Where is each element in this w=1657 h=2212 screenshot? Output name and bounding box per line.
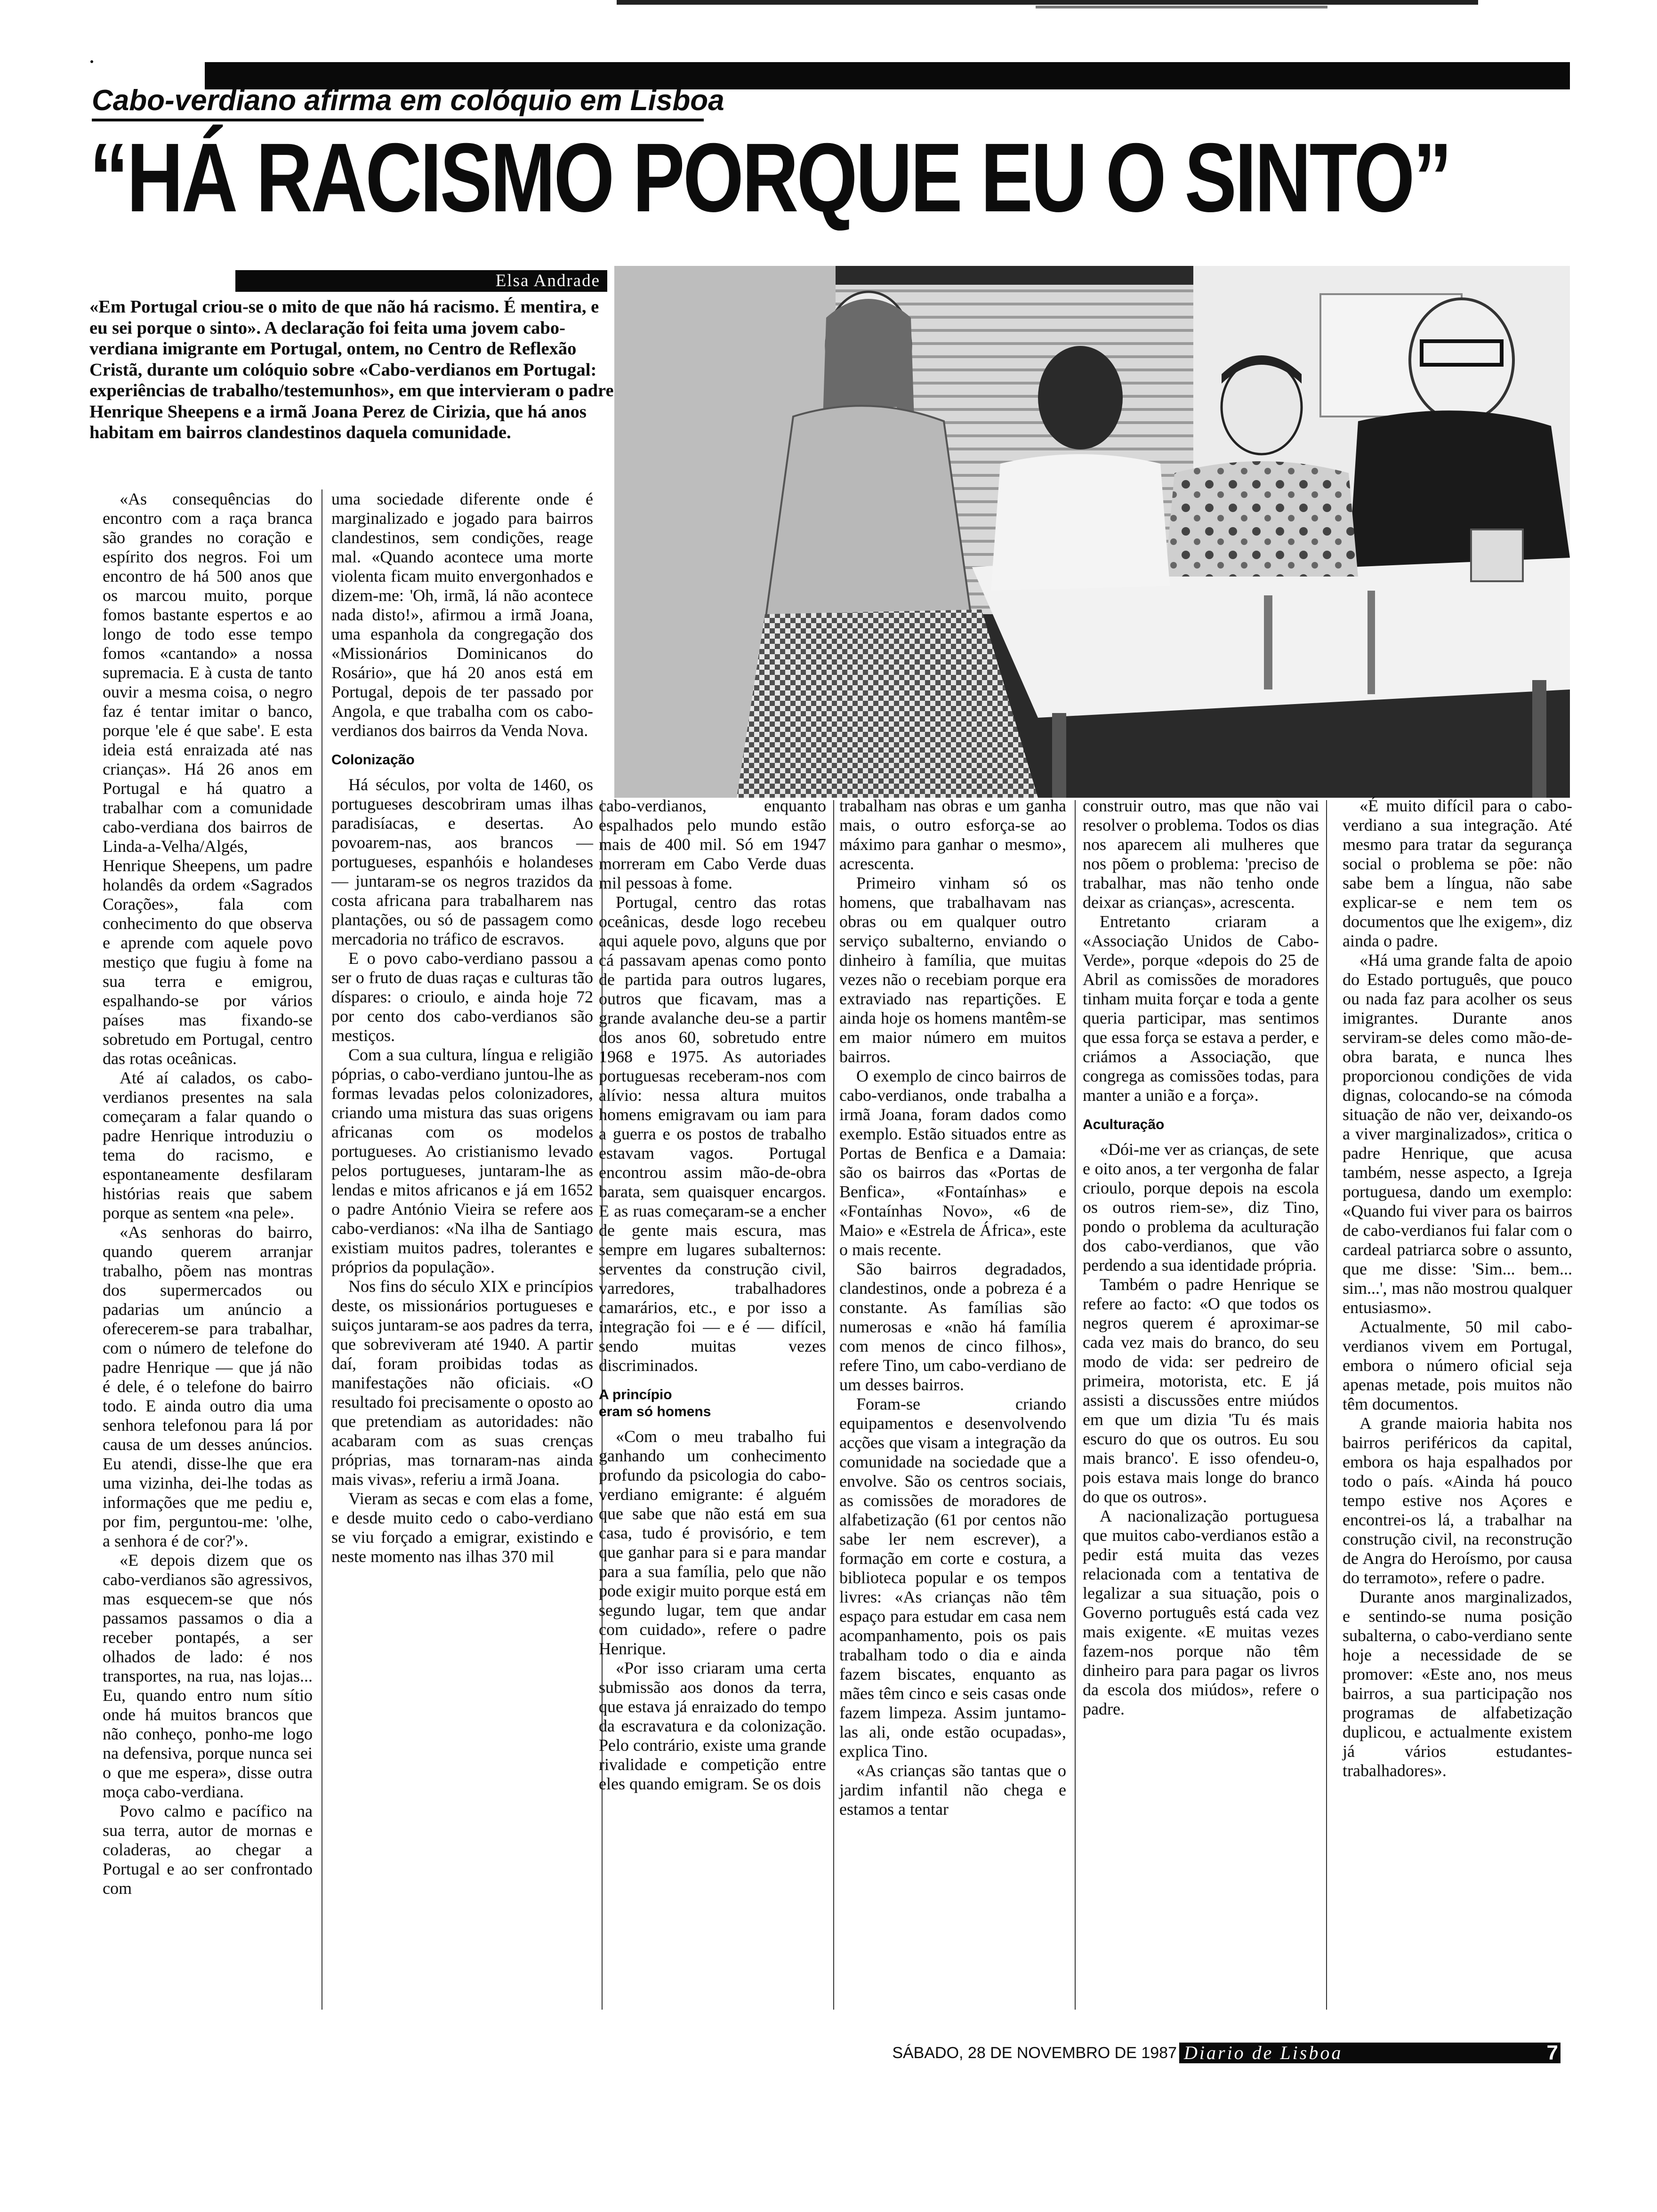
article-column-3 xyxy=(599,796,826,1794)
article-paragraph: A grande maioria habita nos bairros periféricos da capital, embora os haja espalhados por todo o país. «Ainda há pouco tempo estive nos Açores e encontrei-os lá, a trabalhar na construção civil, na reconstrução de Angra do Heroísmo, por causa do terramoto», refere o padre. xyxy=(1343,1414,1572,1587)
article-column-6 xyxy=(1343,796,1572,1780)
article-paragraph: «As crianças são tantas que o jardim infantil não chega e estamos a tentar xyxy=(839,1761,1066,1819)
article-paragraph: trabalham nas obras e um ganha mais, o outro esforça-se ao máximo para ganhar o mesmo», acrescenta. xyxy=(839,796,1066,873)
column-divider-3 xyxy=(833,800,834,2010)
kicker-underline xyxy=(92,119,704,121)
article-paragraph: O exemplo de cinco bairros de cabo-verdianos, onde trabalha a irmã Joana, foram dados como exemplo. Estão situados entre as Portas de Benfica e a Damaia: são os bairros das «Portas de Benfica», «Fontaínhas» e «Fontaínhas Novo», «6 de Maio» e «Estrela de África», este o mais recente. xyxy=(839,1066,1066,1259)
article-column-1 xyxy=(103,489,313,1898)
column-2-body xyxy=(331,489,593,1566)
headline: “HÁ RACISMO PORQUE EU O SINTO” xyxy=(89,123,1450,232)
article-paragraph: «Há uma grande falta de apoio do Estado português, que pouco ou nada faz para acolher os seus imigrantes. Durante anos serviram-se deles como mão-de-obra barata, e nunca lhes proporcionou condições de vida dignas, colocando-se na cómoda situação de não ver, deixando-os a viver marginalizados», critica o padre Henrique, que acusa também, nesse aspecto, a Igreja portuguesa, dando um exemplo: «Quando fui viver para os bairros de cabo-verdianos fui falar com o cardeal patriarca sobre o assunto, que me disse: 'Sim... bem... sim...', mas não mostrou qualquer entusiasmo». xyxy=(1343,951,1572,1317)
footer-date: SÁBADO, 28 DE NOVEMBRO DE 1987 xyxy=(892,2044,1177,2062)
corner-mark xyxy=(90,60,93,63)
page-number: 7 xyxy=(1546,2041,1558,2064)
column-divider-5 xyxy=(1326,800,1327,2010)
section-subheading: A princípio eram só homens xyxy=(599,1387,711,1419)
article-paragraph: E o povo cabo-verdiano passou a ser o fruto de duas raças e culturas tão díspares: o crioulo, e ainda hoje 72 por cento dos cabo-verdianos são mestiços. xyxy=(331,949,593,1045)
article-paragraph: «Dói-me ver as crianças, de sete e oito anos, a ter vergonha de falar crioulo, porque depois na escola os outros riem-se», diz Tino, pondo o problema da aculturação dos cabo-verdianos, que vão perdendo a sua identidade própria. xyxy=(1083,1140,1319,1274)
top-scan-line xyxy=(617,0,1478,5)
article-paragraph: Também o padre Henrique se refere ao facto: «O que todos os negros querem é aproximar-se cada vez mais do branco, do seu modo de vida: ser pedreiro de primeira, motorista, etc. E já assisti a discussões entre miúdos em que um dizia 'Tu és mais escuro do que os outros. Eu sou mais branco'. E isso ofendeu-o, pois estava mais longe do branco do que os outros». xyxy=(1083,1275,1319,1506)
article-paragraph: uma sociedade diferente onde é marginalizado e jogado para bairros clandestinos, sem condições, reage mal. «Quando acontece uma morte violenta ficam muito envergonhados e dizem-me: 'Oh, irmã, lá não acontece nada disto!», afirmou a irmã Joana, uma espanhola da congregação dos «Missionários Dominicanos do Rosário», que há 20 anos está em Portugal, depois de ter passado por Angola, e que trabalha com os cabo-verdianos dos bairros da Venda Nova. xyxy=(331,489,593,740)
article-paragraph: Actualmente, 50 mil cabo-verdianos vivem em Portugal, embora o número oficial seja apenas metade, pois muitos não têm documentos. xyxy=(1343,1317,1572,1413)
article-paragraph: «As consequências do encontro com a raça branca são grandes no coração e espírito dos negros. Foi um encontro de há 500 anos que os marcou muito, porque fomos bastante espertos e ao longo de todo esse tempo fomos «cantando» a nossa supremacia. E à custa de tanto ouvir a mesma coisa, o negro faz é tentar imitar o banco, porque 'ele é que sabe'. E esta ideia está enraizada até nas crianças». Há 26 anos em Portugal e há quatro a trabalhar com a comunidade cabo-verdiana dos bairros de Linda-a-Velha/Algés, Henrique Sheepens, um padre holandês da ordem «Sagrados Corações», fala com conhecimento do que observa e aprende com aquele povo mestiço que fugiu à fome na sua terra e emigrou, espalhando-se por vários países mas fixando-se sobretudo em Portugal, centro das rotas oceânicas. xyxy=(103,489,313,1068)
article-paragraph: «E depois dizem que os cabo-verdianos são agressivos, mas esquecem-se que nós passamos passamos o dia a receber pontapés, a ser olhados de lado: é nos transportes, na rua, nas lojas... Eu, quando entro num sítio onde há muitos brancos que não conheço, ponho-me logo na defensiva, porque nunca sei o que me espera», disse outra moça cabo-verdiana. xyxy=(103,1551,313,1801)
article-column-4 xyxy=(839,796,1066,1819)
article-column-5 xyxy=(1083,796,1319,1719)
column-1-body xyxy=(103,489,313,1898)
article-paragraph: «Com o meu trabalho fui ganhando um conhecimento profundo da psicologia do cabo-verdiano emigrante: é alguém que sabe que não está em sua casa, tudo é provisório, e tem que ganhar para si e para mandar para a sua família, pelo que não pode exigir muito porque está em segundo lugar, tem que andar com cuidado», refere o padre Henrique. xyxy=(599,1427,826,1658)
kicker: Cabo-verdiano afirma em colóquio em Lisboa xyxy=(92,84,724,117)
article-paragraph: São bairros degradados, clandestinos, onde a pobreza é a constante. As famílias são numerosas e «não há família com menos de cinco filhos», refere Tino, um cabo-verdiano de um desses bairros. xyxy=(839,1259,1066,1394)
article-paragraph: Até aí calados, os cabo-verdianos presentes na sala começaram a falar quando o padre Henrique introduziu o tema do racismo, e espontaneamente desfilaram histórias reais que sabem porque as sentem «na pele». xyxy=(103,1068,313,1222)
column-6-body xyxy=(1343,796,1572,1780)
article-paragraph: «As senhoras do bairro, quando querem arranjar trabalho, põem nas montras dos supermercados ou padarias um anúncio a oferecerem-se para trabalhar, com o número de telefone do padre Henrique — que já não é dele, é o telefone do bairro todo. E ainda outro dia uma senhora telefonou para lá por causa de um desses anúncios. Eu atendi, disse-lhe que era uma vizinha, dei-lhe todas as informações que me pediu e, por fim, perguntou-me: 'olhe, a senhora é de cor?'». xyxy=(103,1223,313,1550)
article-paragraph: Povo calmo e pacífico na sua terra, autor de mornas e coladeras, ao chegar a Portugal e ao ser confrontado com xyxy=(103,1802,313,1898)
article-paragraph: Nos fins do século XIX e princípios deste, os missionários portugueses e suiços juntaram-se aos padres da terra, que sobreviveram até 1940. A partir daí, foram proibidas todas as manifestações não oficiais. «O resultado foi precisamente o oposto ao que pretendiam as autoridades: não acabaram com as suas crenças próprias, mas tornaram-nas ainda mais vivas», referiu a irmã Joana. xyxy=(331,1277,593,1489)
article-paragraph: Com a sua cultura, língua e religião póprias, o cabo-verdiano juntou-lhe as formas levadas pelos colonizadores, criando uma mistura das suas origens africanas com os modelos portugueses. Ao cristianismo levado pelos portugueses, juntaram-lhe as lendas e mitos africanos e já em 1652 o padre António Vieira se refere aos cabo-verdianos: «Na ilha de Santiago existiam muitos padres, tolerantes e próprios da população». xyxy=(331,1045,593,1276)
article-paragraph: construir outro, mas que não vai resolver o problema. Todos os dias nos aparecem ali mulheres que nos põem o problema: 'preciso de trabalhar, mas não tenho onde deixar as crianças», acrescenta. xyxy=(1083,796,1319,912)
column-3-body xyxy=(599,796,826,1794)
article-paragraph: «É muito difícil para o cabo-verdiano a sua integração. Até mesmo para tratar da segurança social o problema se põe: não sabe bem a língua, não sabe explicar-se e nem tem os documentos que lhe exigem», diz ainda o padre. xyxy=(1343,796,1572,950)
article-paragraph: A nacionalização portuguesa que muitos cabo-verdianos estão a pedir está muita das vezes relacionada com a tentativa de legalizar a sua situação, pois o Governo português está cada vez mais exigente. «E muitas vezes fazem-nos porque não têm dinheiro para para pagar os livros da escola dos miúdos», refere o padre. xyxy=(1083,1507,1319,1718)
section-subheading: Aculturação xyxy=(1083,1117,1165,1132)
article-paragraph: Durante anos marginalizados, e sentindo-se numa posição subalterna, o cabo-verdiano sente hoje a necessidade de se promover: «Este ano, nos meus bairros, a sua participação nos programas de alfabetização duplicou, e actualmente existem já vários estudantes-trabalhadores». xyxy=(1343,1587,1572,1780)
article-paragraph: cabo-verdianos, enquanto espalhados pelo mundo estão mais de 400 mil. Só em 1947 morreram em Cabo Verde duas mil pessoas à fome. xyxy=(599,796,826,892)
newspaper-logo: Diario de Lisboa xyxy=(1184,2042,1343,2063)
top-scan-line-secondary xyxy=(1036,6,1327,8)
lead-paragraph: «Em Portugal criou-se o mito de que não há racismo. É mentira, e eu sei porque o sinto». A declaração foi feita uma jovem cabo-verdiana imigrante em Portugal, ontem, no Centro de Reflexão Cristã, durante um colóquio sobre «Cabo-verdianos em Portugal: experiências de trabalho/testemunhos», em que intervieram o padre Henrique Sheepens e a irmã Joana Perez de Cirizia, que há anos habitam em bairros clandestinos daquela comunidade. xyxy=(89,297,614,442)
panel-photo-image xyxy=(614,266,1570,798)
article-paragraph: Há séculos, por volta de 1460, os portugueses descobriram umas ilhas paradisíacas, e desertas. Ao povoarem-nas, aos brancos — portugueses, espanhóis e holandeses — juntaram-se os negros trazidos da costa africana para trabalharem nas plantações, ou só de passagem como mercadoria no tráfico de escravos. xyxy=(331,775,593,948)
article-paragraph: «Por isso criaram uma certa submissão aos donos da terra, que estava já enraizado do tempo da escravatura e da colonização. Pelo contrário, existe uma grande rivalidade e competição entre eles quando emigram. Se os dois xyxy=(599,1659,826,1793)
panel-photo xyxy=(614,266,1570,798)
column-5-body xyxy=(1083,796,1319,1719)
article-paragraph: Primeiro vinham só os homens, que trabalhavam nas obras ou em qualquer outro serviço subalterno, enviando o dinheiro à família, que muitas vezes não o recebiam porque era extraviado nas repartições. E ainda hoje os homens mantêm-se em maior número em muitos bairros. xyxy=(839,874,1066,1066)
article-paragraph: Foram-se criando equipamentos e desenvolvendo acções que visam a integração da comunidade na sociedade que a envolve. São os centros sociais, as comissões de moradores de alfabetização (61 por centos não sabe ler nem escrever), a formação em corte e costura, a biblioteca popular e os tempos livres: «As crianças não têm espaço para estudar em casa nem acompanhamento, pois os pais trabalham todo o dia e ainda fazem biscates, enquanto as mães têm cinco e seis casas onde fazem limpeza. Assim juntamo-las ali, onde estão ocupadas», explica Tino. xyxy=(839,1395,1066,1761)
column-divider-4 xyxy=(1075,800,1076,2010)
section-subheading: Colonização xyxy=(331,752,415,768)
article-paragraph: Portugal, centro das rotas oceânicas, desde logo recebeu aqui aquele povo, alguns que por cá passavam apenas como ponto de partida para outros lugares, outros que ficavam, mas a grande avalanche deu-se a partir dos anos 60, sobretudo entre 1968 e 1975. As autoriades portuguesas receberam-nos com alívio: nessa altura muitos homens emigravam ou iam para a guerra e os postos de trabalho estavam vagos. Portugal encontrou assim mão-de-obra barata, sem quaisquer encargos. E as ruas começaram-se a encher de gente mais escura, mas sempre em lugares subalternos: serventes da construção civil, varredores, trabalhadores camarários, etc., e por isso a integração foi — e é — difícil, sendo muitas vezes discriminados. xyxy=(599,893,826,1375)
article-paragraph: Vieram as secas e com elas a fome, e desde muito cedo o cabo-verdiano se viu forçado a emigrar, existindo e neste momento nas ilhas 370 mil xyxy=(331,1489,593,1566)
column-4-body xyxy=(839,796,1066,1819)
byline: Elsa Andrade xyxy=(495,271,600,290)
article-paragraph: Entretanto criaram a «Associação Unidos de Cabo-Verde», porque «depois do 25 de Abril as comissões de moradores tinham muita forçar e toda a gente queria participar, mas sentimos que essa força se estava a perder, e criámos a Associação, que congrega as comissões todas, para manter a união e a força». xyxy=(1083,912,1319,1105)
article-column-2 xyxy=(331,489,593,1566)
